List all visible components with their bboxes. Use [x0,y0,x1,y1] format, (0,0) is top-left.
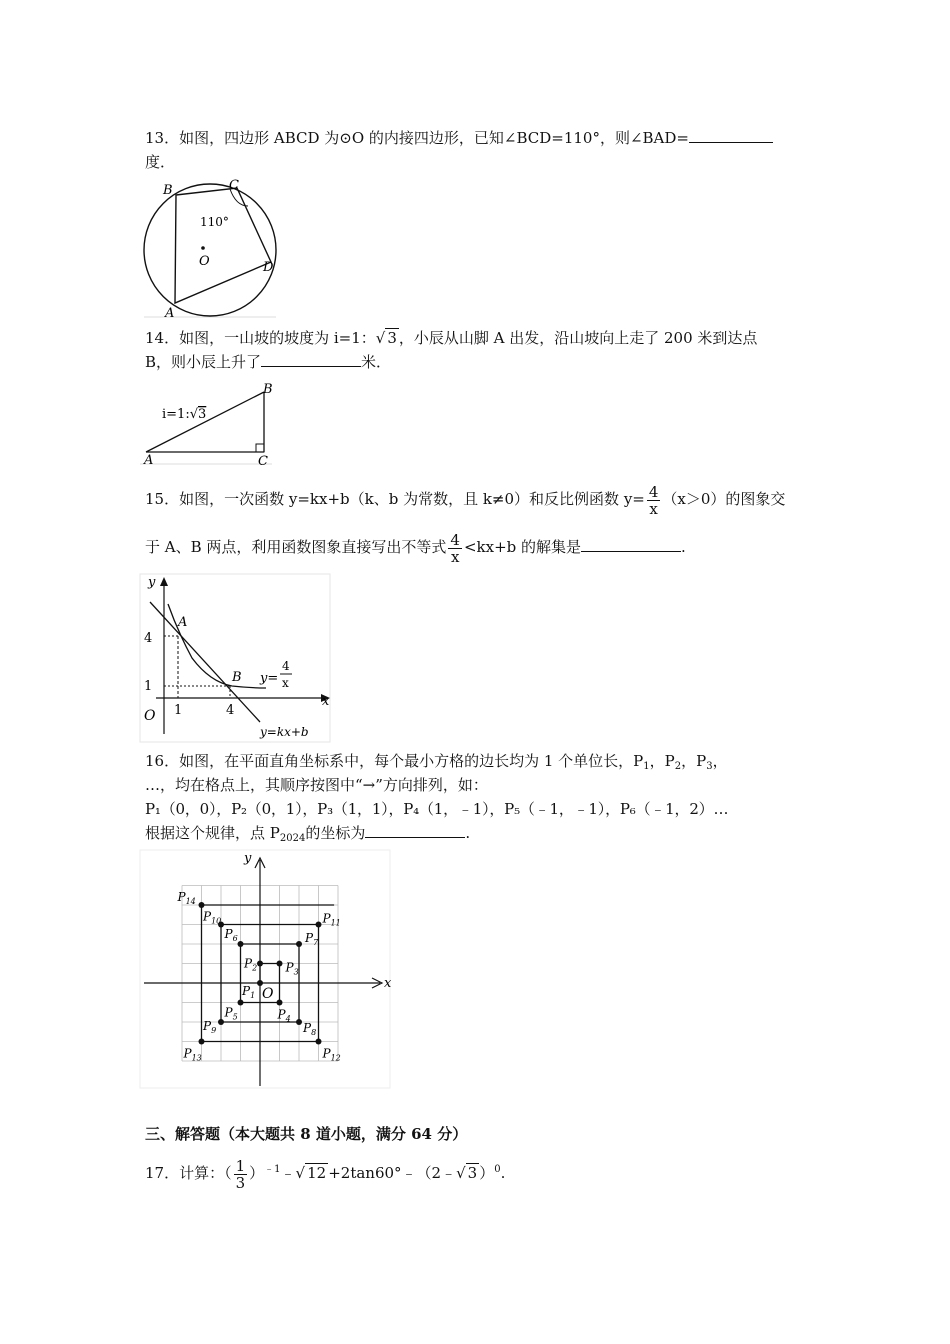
q13-label-a: A [165,306,175,321]
q16-line3: P₁（0，0），P₂（0，1），P₃（1，1），P₄（1，﹣1），P₅（﹣1，﹣1），P₆（﹣1，2）… [145,800,729,818]
q16-line2: …，均在格点上，其顺序按图中“→”方向排列，如： [145,776,488,794]
q13-label-b: B [163,183,173,198]
label-p1: $P_1$ [242,984,256,1000]
q14-answer-blank[interactable] [261,352,361,367]
point-p2 [257,961,263,967]
label-p4: $P_4$ [277,1007,291,1024]
label-p7: $P_7$ [305,931,319,947]
q13-figure [140,176,280,321]
q13-line1: 13．如图，四边形 ABCD 为⊙O 的内接四边形，已知∠BCD=110°，则∠BAD= [145,128,773,148]
q15-line2: 于 A、B 两点，利用函数图象直接写出不等式 $\frac{4}{x}$ <kx+b 的解集是 . [145,530,686,566]
q15-point-b: B [232,670,242,685]
label-p14: $P_{14}$ [177,890,196,906]
q15-curve-num: 4 [282,659,290,673]
q13-line2: 度． [145,153,176,171]
point-p8 [296,1019,302,1025]
q16-origin-label: O [262,986,274,1002]
q14-label-a: A [144,453,154,468]
q14-line1: 14．如图，一山坡的坡度为 i=1：√ 3 ，小辰从山脚 A 出发，沿山坡向上走了 200 米到达点 [145,329,758,347]
q14-label-c: C [258,454,268,469]
q16-x-label: x [384,976,392,991]
q15-tick-y1: 1 [144,679,153,694]
point-p3 [277,961,283,967]
label-p8: $P_8$ [303,1021,317,1037]
q15-fraction: $\frac{4}{x}$ [648,482,659,518]
point-p4 [277,1000,283,1006]
q14-slope-label: i=1:√3 [162,407,207,422]
q13-label-o: O [199,254,210,269]
q15-curve-label: y= [260,671,279,686]
q14-figure [140,378,280,468]
q15-y-label: y [148,575,156,590]
q16-answer-blank[interactable] [365,823,465,838]
q15-line1: 15．如图，一次函数 y=kx+b（k、b 为常数，且 k≠0）和反比例函数 y= $\frac{4}{x}$ （x＞0）的图象交 [145,482,786,518]
label-p6: $P_6$ [224,927,238,943]
q17-line: 17．计算：（ $\frac{1}{3}$ ）$^{﹣1}$﹣√ 12 +2tan60°﹣（2﹣√ 3 ）$^0$. [145,1156,506,1192]
q16-y-label: y [244,851,252,866]
q17-fraction: $\frac{1}{3}$ [235,1156,246,1192]
q14-line2: B，则小辰上升了 米． [145,353,392,371]
q14-label-b: B [263,382,273,397]
label-p3: $P_3$ [285,960,299,977]
section3-title: 三、解答题（本大题共 8 道小题，满分 64 分） [145,1125,468,1143]
point-p5 [238,1000,244,1006]
q15-tick-x1: 1 [174,703,183,718]
label-p11: $P_{11}$ [322,911,341,928]
point-p13 [199,1039,205,1045]
label-p12: $P_{12}$ [322,1046,341,1063]
point-p7 [296,941,302,947]
q16-line1: 16．如图，在平面直角坐标系中，每个最小方格的边长均为 1 个单位长，$P_1$，$P_2$，$P_3$， [145,752,728,772]
q15-tick-x4: 4 [226,703,235,718]
q16-figure [140,850,395,1090]
label-p2: $P_2$ [244,956,258,973]
q15-line-label: y=kx+b [260,725,309,739]
point-p11 [316,922,322,928]
point-p12 [316,1039,322,1045]
q15-fraction-2: $\frac{4}{x}$ [450,530,460,566]
q13-answer-blank[interactable] [689,128,773,143]
q16-line4: 根据这个规律，点 $P_{2024}$的坐标为 . [145,824,471,844]
q15-x-label: x [322,694,330,709]
q15-point-a: A [178,615,188,630]
q13-angle-label: 110° [200,215,229,229]
q15-origin-label: O [144,708,156,724]
q15-figure [140,574,335,744]
q13-label-d: D [263,260,274,275]
label-p13: $P_{13}$ [183,1046,202,1063]
q15-tick-y4: 4 [144,631,153,646]
label-p10: $P_{10}$ [203,909,222,926]
point-p14 [199,902,205,908]
label-p9: $P_9$ [203,1019,217,1035]
point-p9 [218,1019,224,1025]
point-p6 [238,941,244,947]
q15-answer-blank[interactable] [581,537,681,552]
q13-label-c: C [229,178,239,193]
label-p5: $P_5$ [224,1005,238,1022]
q15-curve-den: x [282,676,289,690]
